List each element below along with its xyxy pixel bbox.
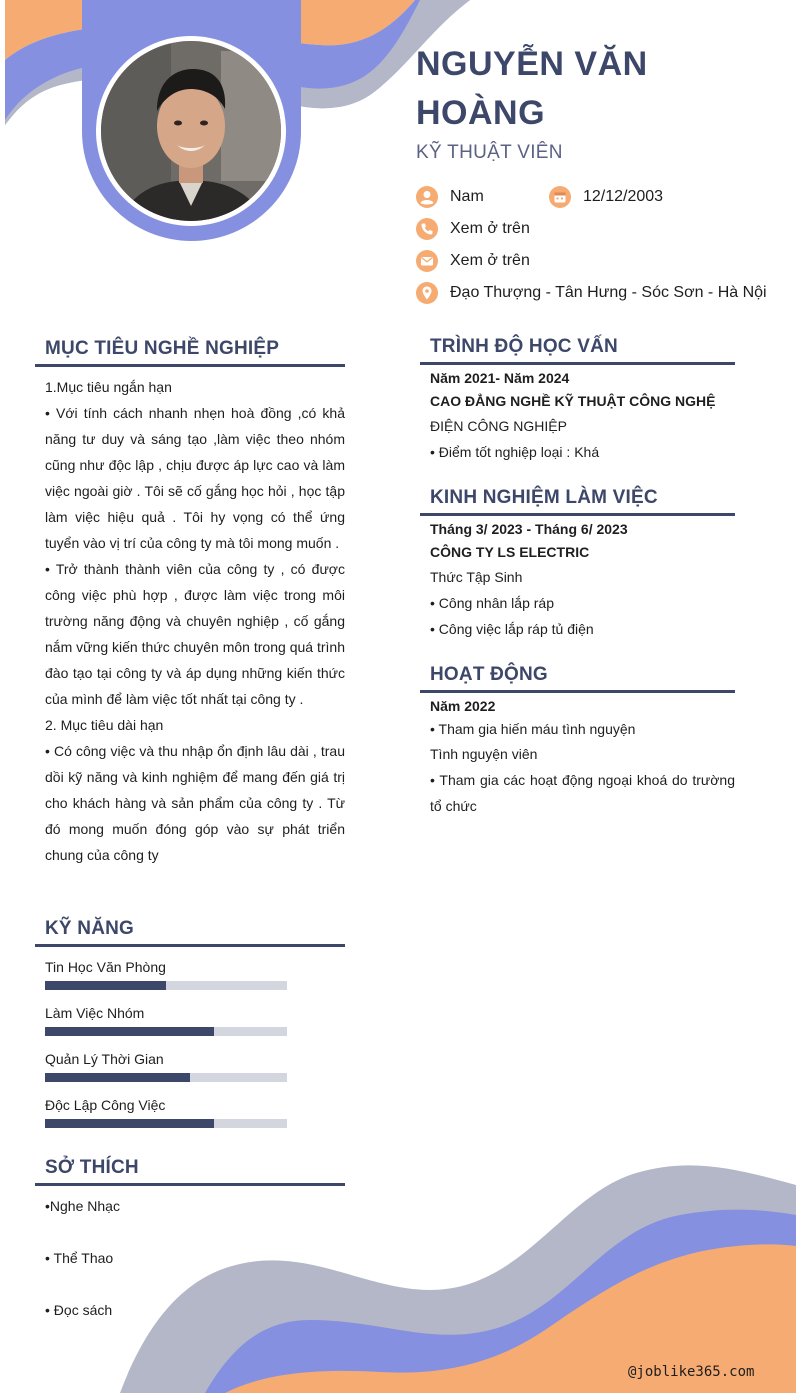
education-title: TRÌNH ĐỘ HỌC VẤN (420, 336, 735, 365)
email-icon (416, 250, 438, 272)
experience-title: KINH NGHIỆM LÀM VIỆC (420, 487, 735, 516)
skill-label: Độc Lập Công Việc (45, 1097, 166, 1113)
skill-label: Quản Lý Thời Gian (45, 1051, 164, 1067)
objective-paragraph: • Trở thành thành viên của công ty , có được công việc phù hợp , được làm việc trong môi trường năng động và chuyên nghiệp , cố gắng nắm vững kiến thức chuyên môn trong quá trình đào tạo tại công ty và áp dụng những kiến thức của mình để làm việc tốt nhất tại công ty . (45, 561, 345, 707)
activity-role: Tình nguyện viên (430, 746, 538, 762)
experience-duty: • Công nhân lắp ráp (430, 595, 554, 611)
location-pin-icon (416, 282, 438, 304)
career-objective-title: MỤC TIÊU NGHỀ NGHIỆP (35, 338, 345, 367)
hobby-item: • Đọc sách (45, 1302, 113, 1318)
phone-value: Xem ở trên (450, 220, 530, 237)
skill-bar (45, 981, 287, 990)
user-icon (416, 186, 438, 208)
objective-short-term-heading: 1.Mục tiêu ngắn hạn (45, 379, 172, 395)
skill-bar (45, 1027, 287, 1036)
hobby-item: • Thể Thao (45, 1250, 114, 1266)
skill-label: Làm Việc Nhóm (45, 1005, 145, 1021)
gender-row (416, 186, 484, 208)
education-major: ĐIỆN CÔNG NGHIỆP (430, 418, 567, 434)
education-period: Năm 2021- Năm 2024 (430, 370, 570, 386)
gender-value: Nam (450, 188, 484, 205)
phone-icon (416, 218, 438, 240)
objective-long-term-heading: 2. Mục tiêu dài hạn (45, 717, 164, 733)
objective-paragraph: • Với tính cách nhanh nhẹn hoà đồng ,có khả năng tư duy và sáng tạo ,làm việc theo nhóm cũng như độc lập , chịu được áp lực cao và làm việc ngoài giờ . Tôi sẽ cố gắng học hỏi , học tập làm việc hiệu quả . Tôi hy vọng có thể ứng tuyển vào vị trí của công ty mà tôi mong muốn . (45, 405, 345, 551)
skill-label: Tin Học Văn Phòng (45, 959, 166, 975)
calendar-icon (549, 186, 571, 208)
skill-bar-fill (45, 1073, 190, 1082)
address-value: Đạo Thượng - Tân Hưng - Sóc Sơn - Hà Nội (450, 284, 767, 301)
experience-position: Thức Tập Sinh (430, 569, 523, 585)
email-row (416, 250, 530, 272)
education-school: CAO ĐẲNG NGHỀ KỸ THUẬT CÔNG NGHỆ (430, 393, 716, 409)
watermark: @joblike365.com (628, 1364, 755, 1380)
birthdate-row (549, 186, 663, 208)
objective-paragraph: • Có công việc và thu nhập ổn định lâu dài , trau dồi kỹ năng và kinh nghiệm để mang đến giá trị cho khách hàng và sản phẩm của công ty . Từ đó mong muốn đóng góp vào sự phát triển chung của công ty (45, 743, 345, 863)
skill-bar-fill (45, 1119, 214, 1128)
candidate-name: NGUYỄN VĂN HOÀNG (416, 45, 648, 132)
career-objective-body (45, 374, 345, 868)
hobby-item: •Nghe Nhạc (45, 1198, 120, 1214)
candidate-role: KỸ THUẬT VIÊN (416, 142, 563, 163)
skill-bar-fill (45, 981, 166, 990)
experience-period: Tháng 3/ 2023 - Tháng 6/ 2023 (430, 521, 628, 537)
phone-row (416, 218, 530, 240)
activities-title: HOẠT ĐỘNG (420, 664, 735, 693)
skills-title: KỸ NĂNG (35, 918, 345, 947)
skill-bar (45, 1073, 287, 1082)
email-value: Xem ở trên (450, 252, 530, 269)
hobbies-title: SỞ THÍCH (35, 1157, 345, 1186)
activity-item: • Tham gia hiến máu tình nguyện (430, 721, 636, 737)
experience-duty: • Công việc lắp ráp tủ điện (430, 621, 594, 637)
skill-bar (45, 1119, 287, 1128)
activity-item: • Tham gia các hoạt động ngoại khoá do trường tổ chức (430, 772, 735, 814)
education-note: • Điểm tốt nghiệp loại : Khá (430, 444, 600, 460)
profile-photo (101, 41, 281, 221)
activity-year: Năm 2022 (430, 698, 496, 714)
experience-company: CÔNG TY LS ELECTRIC (430, 544, 590, 560)
address-row (416, 282, 767, 304)
birthdate-value: 12/12/2003 (583, 188, 664, 205)
skill-bar-fill (45, 1027, 214, 1036)
